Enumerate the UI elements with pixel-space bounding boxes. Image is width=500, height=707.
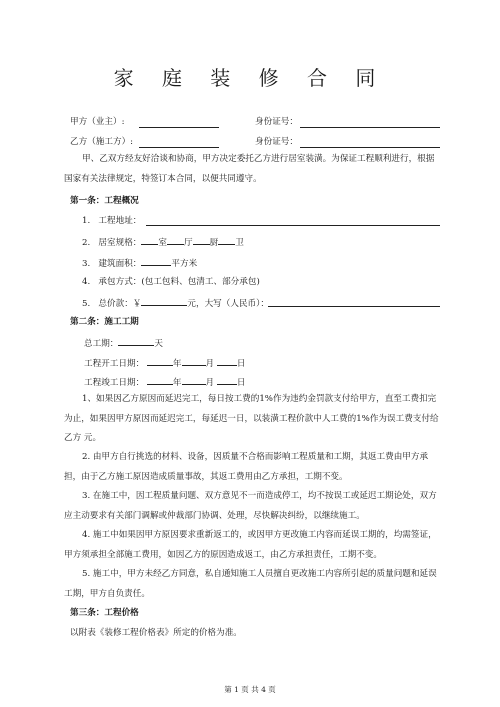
total-days-unit: 天 (154, 339, 163, 349)
clause-5-text: 5. 施工中，甲方未经乙方同意，私自通知施工人员擅自更改施工内容所引起的质量问题和延误工期，甲方自负责任。 (64, 569, 437, 599)
party-a-id-blank[interactable] (300, 127, 440, 128)
start-month-blank[interactable] (182, 356, 206, 366)
page-footer: 第 1 页 共 4 页 (224, 685, 276, 694)
end-day-unit: 日 (236, 378, 246, 388)
start-month-unit: 月 (205, 359, 215, 369)
item-1-label: 工程地址： (98, 216, 142, 226)
section3-text: 以附表《装修工程价格表》所定的价格为准。 (70, 628, 242, 638)
price-blank[interactable] (141, 296, 187, 306)
item-5-label: 总价款：￥ (98, 299, 142, 309)
item-4 (82, 276, 260, 288)
clause-1-text: 1、如果因乙方原因而延迟完工，每日按工费的1%作为违约金罚款支付给甲方，直至工费扣完为止，如果因甲方原因而延迟完工，每延迟一日，以装潢工程价款中人工费的1%作为误工费支付给乙方 元。 (64, 394, 439, 443)
party-b-blank[interactable] (139, 147, 219, 148)
address-blank[interactable] (146, 225, 440, 226)
end-year-unit: 年 (172, 378, 182, 388)
item-5-num: 5. (82, 299, 91, 309)
start-date-line (84, 356, 245, 370)
item-4-label: 承包方式：(包工包料、包清工、部分承包) (98, 277, 260, 287)
party-b-label: 乙方（施工方）: (70, 137, 134, 147)
item-5 (82, 296, 269, 310)
start-year-unit: 年 (172, 359, 182, 369)
room-unit: 室 (158, 238, 167, 248)
end-month-unit: 月 (205, 378, 215, 388)
section2-heading: 第二条：施工工期 (70, 317, 139, 327)
area-unit: 平方米 (171, 259, 198, 269)
rooms-blank[interactable] (141, 235, 158, 245)
clause-4 (64, 526, 440, 565)
bathroom-unit: 卫 (235, 238, 244, 248)
party-b-id-line (255, 136, 298, 148)
party-a-line (70, 116, 124, 128)
item-2 (82, 235, 244, 249)
item-1 (82, 215, 141, 227)
start-year-blank[interactable] (147, 356, 173, 366)
total-period-label: 总工期： (84, 339, 119, 349)
item-3 (82, 256, 197, 270)
party-b-line (70, 136, 133, 148)
halls-blank[interactable] (167, 235, 184, 245)
price-unit: 元，大写（人民币）： (187, 299, 270, 309)
clause-5 (64, 565, 440, 604)
end-day-blank[interactable] (217, 375, 237, 385)
start-day-blank[interactable] (217, 356, 237, 366)
total-period-line (84, 336, 163, 350)
end-date-line (84, 375, 245, 389)
item-2-num: 2. (82, 238, 91, 248)
party-a-blank[interactable] (139, 127, 219, 128)
total-days-blank[interactable] (118, 336, 154, 346)
document-title: 家 庭 装 修 合 同 (113, 66, 387, 90)
bathrooms-blank[interactable] (218, 235, 235, 245)
item-3-label: 建筑面积： (98, 259, 142, 269)
party-a-id-line (255, 116, 298, 128)
item-1-num: 1. (82, 216, 91, 226)
party-b-id-blank[interactable] (300, 147, 440, 148)
area-blank[interactable] (141, 256, 171, 266)
intro-text: 甲、乙双方经友好洽谈和协商，甲方决定委托乙方进行居室装潢。为保证工程顺利进行，根据国家有关法律规定，特签订本合同，以便共同遵守。 (64, 154, 435, 184)
party-a-id-label: 身份证号： (255, 117, 298, 127)
intro-paragraph (64, 150, 440, 189)
kitchen-unit: 厨 (209, 238, 219, 248)
item-4-num: 4. (82, 277, 91, 287)
hall-unit: 厅 (184, 238, 193, 248)
party-b-id-label: 身份证号： (255, 137, 298, 147)
clause-2-text: 2. 由甲方自行挑选的材料、设备，因质量不合格而影响工程质量和工期，其返工费由甲方承担，由于乙方施工原因造成质量事故，其返工费用由乙方承担，工期不变。 (64, 452, 429, 482)
start-day-unit: 日 (236, 359, 246, 369)
clause-4-text: 4. 施工中如果因甲方原因要求重新返工的，或因甲方更改施工内容而延误工期的，均需签证，甲方须承担全部施工费用，如因乙方的原因造成返工，由乙方承担责任，工期不变。 (64, 530, 437, 560)
kitchens-blank[interactable] (193, 235, 210, 245)
clause-3 (64, 487, 440, 526)
clause-2 (64, 448, 440, 487)
section1-heading: 第一条：工程概况 (70, 196, 139, 206)
price-words-blank[interactable] (268, 306, 440, 307)
end-date-label: 工程竣工日期： (84, 378, 145, 388)
end-year-blank[interactable] (147, 375, 173, 385)
end-month-blank[interactable] (182, 375, 206, 385)
item-3-num: 3. (82, 259, 91, 269)
party-a-label: 甲方（业主）: (70, 117, 125, 127)
clause-1 (64, 390, 440, 449)
section3-heading: 第三条：工程价格 (70, 608, 139, 618)
clause-3-text: 3. 在施工中，因工程质量问题、双方意见不一而造成停工，均不按误工或延迟工期论处，双方应主动要求有关部门调解或仲裁部门协调、处理，尽快解决纠纷，以继续施工。 (64, 491, 437, 521)
start-date-label: 工程开工日期： (84, 359, 145, 369)
item-2-label: 居室规格： (98, 238, 142, 248)
